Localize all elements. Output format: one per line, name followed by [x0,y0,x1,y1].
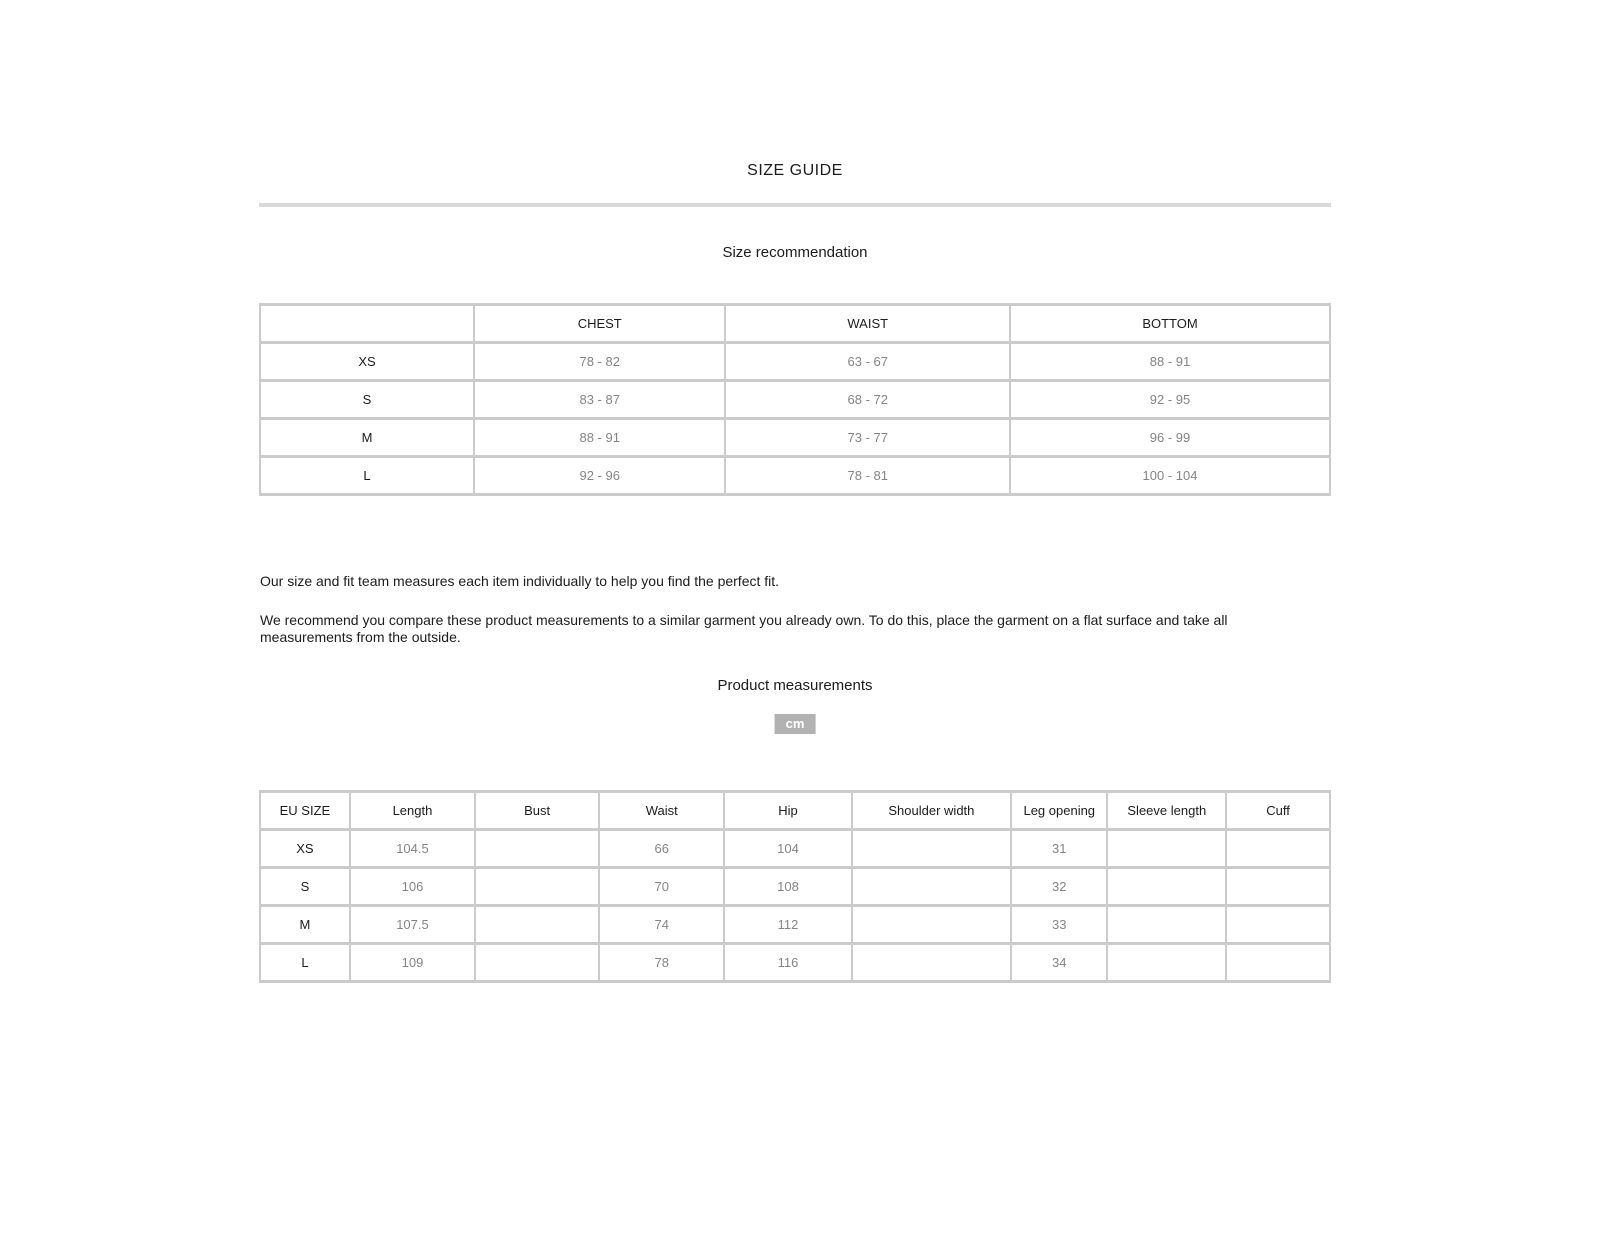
sleeve-length-value [1107,944,1226,982]
size-label: XS [260,830,350,868]
hip-column-header: Hip [724,792,851,830]
table-row-l [260,457,1330,495]
waist-value: 66 [599,830,724,868]
waist-value: 70 [599,868,724,906]
page-title: SIZE GUIDE [747,162,843,179]
waist-column-header: Waist [599,792,724,830]
bust-value [475,944,599,982]
table-row-m [260,419,1330,457]
hip-value: 108 [724,868,851,906]
length-value: 107.5 [350,906,475,944]
length-value: 104.5 [350,830,475,868]
eu-size-column-header: EU SIZE [260,792,350,830]
waist-value: 63 - 67 [725,343,1010,381]
bust-column-header: Bust [475,792,599,830]
bottom-value: 100 - 104 [1010,457,1330,495]
shoulder-width-value [852,906,1011,944]
length-column-header: Length [350,792,475,830]
size-column-header [260,305,474,343]
waist-value: 74 [599,906,724,944]
cuff-column-header: Cuff [1226,792,1330,830]
size-label: M [260,906,350,944]
size-label: S [260,868,350,906]
waist-value: 78 [599,944,724,982]
leg-opening-column-header: Leg opening [1011,792,1107,830]
size-label: XS [260,343,474,381]
chest-column-header: CHEST [474,305,725,343]
bottom-value: 96 - 99 [1010,419,1330,457]
sleeve-length-value [1107,830,1226,868]
chest-value: 78 - 82 [474,343,725,381]
leg-opening-value: 31 [1011,830,1107,868]
waist-value: 78 - 81 [725,457,1010,495]
shoulder-width-value [852,830,1011,868]
sleeve-length-value [1107,906,1226,944]
waist-column-header: WAIST [725,305,1010,343]
bust-value [475,906,599,944]
chest-value: 88 - 91 [474,419,725,457]
size-label: L [260,457,474,495]
length-value: 109 [350,944,475,982]
cuff-value [1226,906,1330,944]
size-label: L [260,944,350,982]
table-row-s [260,381,1330,419]
bottom-value: 92 - 95 [1010,381,1330,419]
unit-toggle-cm[interactable]: cm [775,714,816,734]
table-row-xs [260,343,1330,381]
cuff-value [1226,944,1330,982]
title-divider [259,203,1331,207]
hip-value: 104 [724,830,851,868]
table-header-row [260,305,1330,343]
leg-opening-value: 34 [1011,944,1107,982]
bottom-value: 88 - 91 [1010,343,1330,381]
size-recommendation-heading: Size recommendation [722,244,868,261]
table-row-xs [260,830,1330,868]
size-recommendation-table [259,303,1331,496]
waist-value: 68 - 72 [725,381,1010,419]
table-row-s [260,868,1330,906]
shoulder-width-value [852,868,1011,906]
measure-instructions-paragraph: We recommend you compare these product measurements to a similar garment you already own. To do this, place the garment on a flat surface and take all measurements from the outside. [260,612,1228,645]
shoulder-width-column-header: Shoulder width [852,792,1011,830]
table-header-row [260,792,1330,830]
product-measurements-heading: Product measurements [717,677,873,694]
chest-value: 92 - 96 [474,457,725,495]
leg-opening-value: 32 [1011,868,1107,906]
hip-value: 112 [724,906,851,944]
hip-value: 116 [724,944,851,982]
product-measurements-table [259,790,1331,983]
table-row-l [260,944,1330,982]
waist-value: 73 - 77 [725,419,1010,457]
bust-value [475,830,599,868]
shoulder-width-value [852,944,1011,982]
length-value: 106 [350,868,475,906]
leg-opening-value: 33 [1011,906,1107,944]
fit-intro-paragraph: Our size and fit team measures each item individually to help you find the perfect fit. [260,573,780,589]
chest-value: 83 - 87 [474,381,725,419]
bust-value [475,868,599,906]
sleeve-length-column-header: Sleeve length [1107,792,1226,830]
table-row-m [260,906,1330,944]
size-label: S [260,381,474,419]
size-label: M [260,419,474,457]
bottom-column-header: BOTTOM [1010,305,1330,343]
cuff-value [1226,830,1330,868]
sleeve-length-value [1107,868,1226,906]
cuff-value [1226,868,1330,906]
